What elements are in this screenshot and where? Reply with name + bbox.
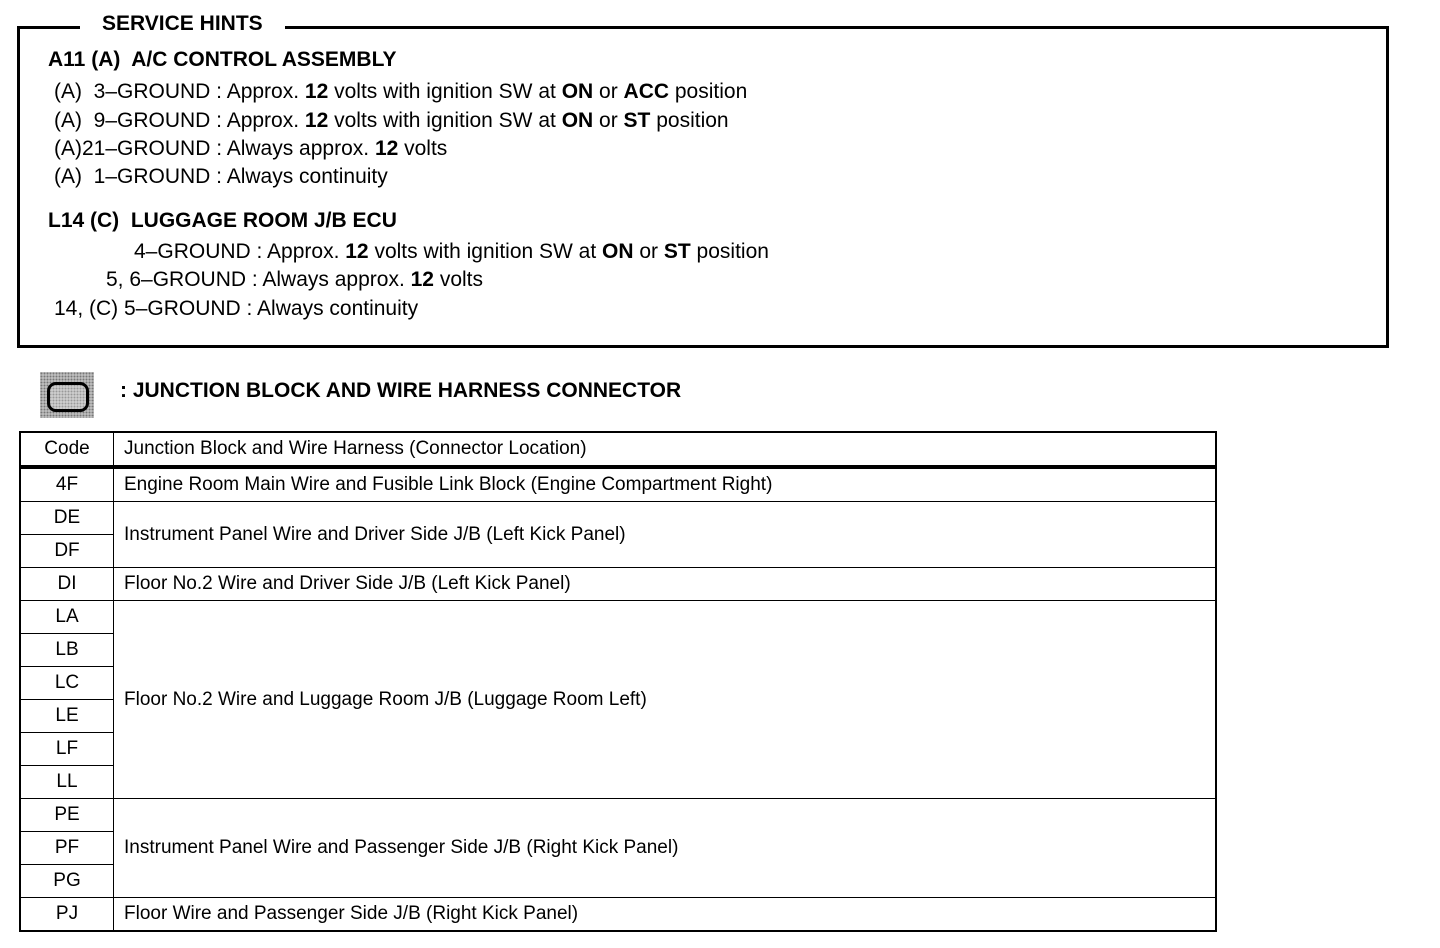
hint-emphasis: 12: [304, 109, 329, 132]
hint-text: 14, (C) 5–GROUND : Always continuity: [54, 297, 419, 320]
hint-text: volts: [398, 137, 448, 160]
hint-text: 5, 6–GROUND : Always approx.: [106, 268, 411, 291]
hint-text: or: [633, 240, 664, 263]
hint-emphasis: ACC: [623, 80, 670, 103]
hint-emphasis: 12: [410, 268, 434, 291]
hint-line: [106, 267, 483, 293]
hint-text: (A) 3–GROUND : Approx.: [54, 80, 305, 103]
hint-text: volts with ignition SW at: [328, 80, 562, 103]
section-heading-a11: A11 (A) A/C CONTROL ASSEMBLY: [48, 48, 397, 71]
hint-emphasis: ST: [663, 240, 691, 263]
code-cell: DI: [20, 568, 114, 601]
code-cell: DE: [20, 502, 114, 535]
hint-text: position: [669, 80, 748, 103]
table-header-row: [20, 432, 1216, 467]
location-cell: Floor No.2 Wire and Driver Side J/B (Left Kick Panel): [114, 568, 1217, 601]
hint-text: volts: [433, 268, 483, 291]
hint-emphasis: 12: [345, 240, 369, 263]
hint-line: [54, 136, 447, 162]
location-cell: Instrument Panel Wire and Passenger Side J/B (Right Kick Panel): [114, 799, 1217, 898]
hint-line: [54, 79, 747, 105]
table-row: [20, 568, 1216, 601]
code-cell: LB: [20, 634, 114, 667]
section-heading-l14: L14 (C) LUGGAGE ROOM J/B ECU: [48, 209, 397, 232]
code-cell: PF: [20, 832, 114, 865]
code-cell: PE: [20, 799, 114, 832]
hint-text: or: [593, 109, 624, 132]
code-cell: PJ: [20, 898, 114, 932]
location-cell: Instrument Panel Wire and Driver Side J/B (Left Kick Panel): [114, 502, 1217, 568]
table-row: [20, 799, 1216, 832]
table-row: [20, 467, 1216, 502]
code-cell: LA: [20, 601, 114, 634]
location-cell: Floor No.2 Wire and Luggage Room J/B (Luggage Room Left): [114, 601, 1217, 799]
hint-line: [54, 296, 418, 322]
code-cell: LE: [20, 700, 114, 733]
header-location: Junction Block and Wire Harness (Connector Location): [114, 432, 1217, 467]
table-row: [20, 502, 1216, 535]
code-cell: LF: [20, 733, 114, 766]
hint-emphasis: ON: [561, 109, 594, 132]
hint-text: 4–GROUND : Approx.: [134, 240, 346, 263]
hint-emphasis: ST: [623, 109, 651, 132]
hint-text: (A) 9–GROUND : Approx.: [54, 109, 305, 132]
table-row: [20, 898, 1216, 932]
code-cell: 4F: [20, 467, 114, 502]
code-cell: PG: [20, 865, 114, 898]
hint-emphasis: ON: [602, 240, 634, 263]
junction-connector-icon: [40, 372, 94, 418]
hint-text: volts with ignition SW at: [368, 240, 603, 263]
hint-emphasis: ON: [561, 80, 594, 103]
hint-text: position: [650, 109, 729, 132]
hint-text: position: [690, 240, 769, 263]
hint-text: (A)21–GROUND : Always approx.: [54, 137, 375, 160]
code-cell: LC: [20, 667, 114, 700]
hint-line: [54, 108, 729, 134]
hint-text: or: [593, 80, 624, 103]
service-hints-title: SERVICE HINTS: [80, 10, 285, 38]
hint-text: volts with ignition SW at: [328, 109, 562, 132]
location-cell: Floor Wire and Passenger Side J/B (Right Kick Panel): [114, 898, 1217, 932]
hint-text: (A) 1–GROUND : Always continuity: [54, 165, 388, 188]
hint-emphasis: 12: [304, 80, 329, 103]
table-row: [20, 601, 1216, 634]
code-cell: LL: [20, 766, 114, 799]
hint-line: [54, 164, 388, 190]
code-cell: DF: [20, 535, 114, 568]
legend-text: : JUNCTION BLOCK AND WIRE HARNESS CONNECTOR: [120, 379, 682, 402]
location-cell: Engine Room Main Wire and Fusible Link Block (Engine Compartment Right): [114, 467, 1217, 502]
hint-emphasis: 12: [374, 137, 399, 160]
header-code: Code: [20, 432, 114, 467]
junction-block-table: [19, 431, 1217, 932]
hint-line: [134, 239, 769, 265]
